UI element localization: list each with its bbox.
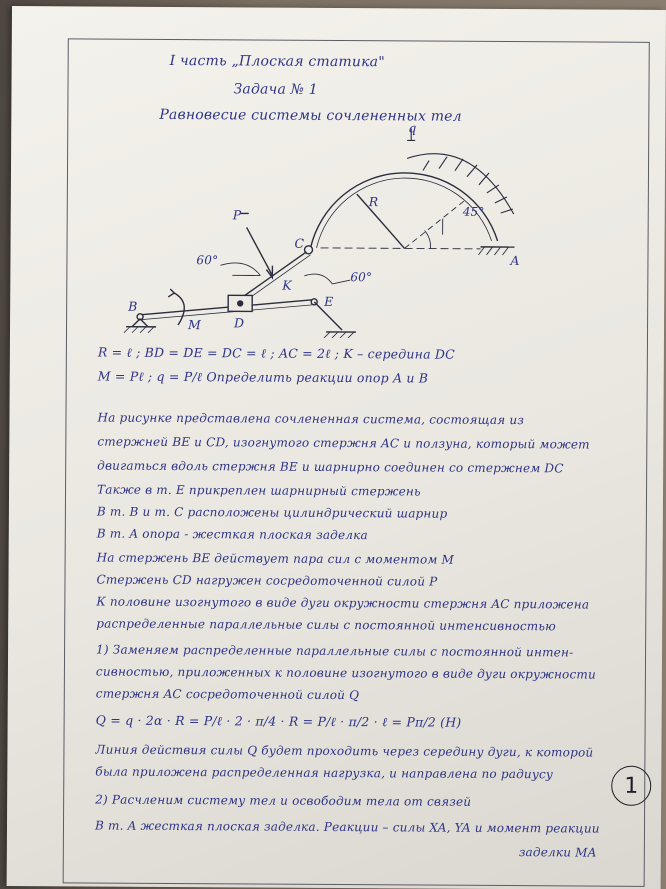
step1-line: сивностью, приложенных к половине изогнутого в виде дуги окружности xyxy=(95,664,596,682)
label-r: R xyxy=(368,194,379,210)
description-line: стержней BE и CD, изогнутого стержня AC и ползуна, который может xyxy=(97,434,590,452)
label-a: A xyxy=(510,253,520,269)
label-q: q xyxy=(408,120,417,136)
description-line: К половине изогнутого в виде дуги окружности стержня AC приложена xyxy=(96,594,590,612)
label-b: B xyxy=(128,298,138,314)
label-45: 45° xyxy=(462,204,485,219)
page-number-circle: 1 xyxy=(611,766,651,806)
radius-45-line xyxy=(405,198,467,248)
centerline xyxy=(321,248,481,249)
label-m: M xyxy=(188,317,202,333)
angle-60-arc-e xyxy=(304,274,332,284)
step2-line: В т. A жесткая плоская заделка. Реакции – силы XA, YA и момент реакции xyxy=(94,818,600,836)
angle-45-arc xyxy=(425,231,431,249)
step1-line: 1) Заменяем распределенные параллельные силы с постоянной интен- xyxy=(96,642,574,660)
angle-60-arc-upper xyxy=(220,263,260,276)
label-d: D xyxy=(234,315,245,331)
label-e: E xyxy=(324,293,334,309)
description-line: распределенные параллельные силы с постоянной интенсивностью xyxy=(96,616,556,634)
description-line: На рисунке представлена сочлененная система, состоящая из xyxy=(97,410,525,428)
radius-line xyxy=(357,194,405,248)
support-b-hatch xyxy=(124,327,154,333)
part-title: I часть „Плоская статика" xyxy=(169,52,385,71)
distributed-load-q xyxy=(407,128,515,214)
label-60-e: 60° xyxy=(350,270,373,285)
description-line: На стержень BE действует пара сил с моментом M xyxy=(96,550,455,567)
step2-line: 2) Расчленим систему тел и освободим тела от связей xyxy=(95,792,472,809)
step1-line: стержня AC сосредоточенной силой Q xyxy=(95,686,360,703)
force-p-arrow xyxy=(246,227,272,275)
moment-m-arc xyxy=(174,293,184,325)
subject-title: Равновесие системы сочлененных тел xyxy=(159,106,462,125)
given-line-1: R = ℓ ; BD = DE = DC = ℓ ; AC = 2ℓ ; K – середина DC xyxy=(97,344,455,362)
handwritten-page xyxy=(7,6,666,889)
support-a-hatch xyxy=(478,247,508,255)
step1-after-line: была приложена распределенная нагрузка, и направлена по радиусу xyxy=(95,764,554,782)
given-line-2: M = Pℓ ; q = P/ℓ Определить реакции опор A и B xyxy=(97,368,429,386)
description-line: В т. A опора - жесткая плоская заделка xyxy=(96,526,368,543)
description-line: Также в т. E прикреплен шарнирный стержень xyxy=(97,482,421,499)
step2-line: заделки MA xyxy=(518,845,597,860)
description-line: В т. B и т. C расположены цилиндрический шарнир xyxy=(96,504,448,521)
description-line: двигаться вдоль стержня BE и шарнирно соединен со стержнем DC xyxy=(97,458,564,476)
step1-after-line: Линия действия силы Q будет проходить через середину дуги, к которой xyxy=(95,742,594,760)
mechanism-diagram xyxy=(10,6,666,340)
label-p: P xyxy=(232,207,242,223)
description-line: Стержень CD нагружен сосредоточенной силой P xyxy=(96,572,438,589)
label-60-upper: 60° xyxy=(196,253,219,268)
formula-q: Q = q · 2α · R = P/ℓ · 2 · π/4 · R = P/ℓ · π/2 · ℓ = Pπ/2 (H) xyxy=(95,712,462,730)
task-title: Задача № 1 xyxy=(233,81,318,98)
label-c: C xyxy=(294,235,305,251)
label-k: K xyxy=(282,277,292,293)
